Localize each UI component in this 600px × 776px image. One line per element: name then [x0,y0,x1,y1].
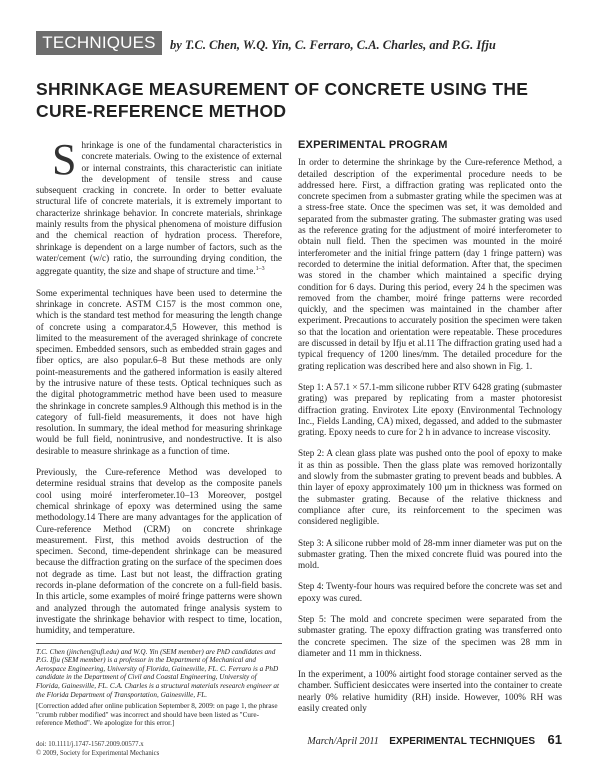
intro-paragraph [36,135,282,278]
drop-cap: S [52,135,77,184]
intro-text: hrinkage is one of the fundamental characteristics in concrete materials. Owing to the existence of external or internal constraints, this characteristic can initiate the development of tensile stress and cause subsequent cracking in concrete. In order to better evaluate structural life of concrete materials, it is extremely important to characterize shrinkage behavior. In concrete materials, shrinkage mainly results from the physical phenomena of moisture diffusion and the chemical reaction of hydration process. Therefore, shrinkage is dependent on a large number of factors, such as the water/cement (w/c) ratio, the surrounding drying condition, the aggregate quantity, the size and shape of structure and time. [36,140,282,277]
page-footer [307,732,562,747]
author-footnote: T.C. Chen (jinchen@ufl.edu) and W.Q. Yin (SEM member) are PhD candidates and P.G. Ifju (SEM member) is a professor in the Department of Mechanical and Aerospace Engineering, University of Florida, Gainesville, FL. C. Ferraro is a PhD candidate in the Department of Civil and Coastal Engineering, University of Florida, Gainesville, FL. C.A. Charles is a structural materials research engineer at the Florida Department of Transportation, Gainesville, FL. [36,647,280,699]
author-byline: by T.C. Chen, W.Q. Yin, C. Ferraro, C.A. Charles, and P.G. Ifju [170,38,496,52]
step-paragraph: Step 3: A silicone rubber mold of 28-mm inner diameter was put on the submaster grating. Then the mixed concrete fluid was poured into the mold. [298,537,562,571]
doi-block [36,740,286,758]
doi-text: doi: 10.1111/j.1747-1567.2009.00577.x [36,741,144,748]
section-heading: EXPERIMENTAL PROGRAM [298,139,448,151]
step-paragraph: Step 1: A 57.1 × 57.1-mm silicone rubber RTV 6428 grating (submaster grating) was prepared by replicating from a master photoresist diffraction grating. Envirotex Lite epoxy (Environmental Technology Inc., Fields Landing, CA) mixed, degassed, and added to the submaster grating. Epoxy needs to cure for 2 h in advance to increase viscosity. [298,381,562,438]
issue-date: March/April 2011 [307,736,379,747]
paragraph-crm: Previously, the Cure-reference Method was developed to determine residual strains that develop as the composite panels cool using moiré interferometer.10–13 Moreover, postgel chemical shrinkage of epoxy was determined using the same methodology.14 There are many advantages for the application of Cure-reference Method (CRM) on concrete shrinkage measurement. First, this method avoids destruction of the specimen. Second, time-dependent shrinkage can be measured because the diffraction grating on the surface of the specimen does not degrade as time. Last but not least, the diffraction grating records in-plane deformation of the concrete on a full-field basis. In this article, some examples of moiré fringe patterns were shown and analyzed through the automated fringe analysis system to investigate the shrinkage behavior with respect to time, location, humidity, and temperature. [36,467,282,636]
step-paragraph: Step 2: A clean glass plate was pushed onto the pool of epoxy to make it as thin as possible. Then the glass plate was removed horizontally and slowly from the submaster grating to prevent beads and bubbles. A thin layer of epoxy approximately 100 μm in thickness was formed on the submaster grating. Because of the relative thickness and compliance after cure, its reinforcement to the specimen was considered negligible. [298,448,562,527]
page-number: 61 [547,732,562,747]
intro-ref: 1–3 [255,266,265,273]
section-tag: TECHNIQUES [36,31,162,55]
right-column [298,140,562,724]
paragraph-techniques: Some experimental techniques have been used to determine the shrinkage in concrete. ASTM C157 is the most common one, which is the standard test method for measuring the length change of concrete using a comparator.4,5 However, this method is limited to the measurement of the averaged shrinkage of concrete specimen. Embedded sensors, such as embedded strain gages and fiber optics, are also popular.6–8 But these methods are only point-measurements and the gathered information is easily altered by the intrusive nature of these tests. Optical techniques such as the digital photogrammetric method have been used to measure the shrinkage in concrete samples.9 Although this method is in the category of full-field measurements, it does not have high resolution. In summary, the ideal method for measuring shrinkage would be full field, nonintrusive, and nondestructive. It is also desirable to measure shrinkage as a function of time. [36,287,282,456]
copyright-text: © 2009, Society for Experimental Mechanics [36,750,160,757]
step-paragraph: Step 5: The mold and concrete specimen were separated from the submaster grating. The epoxy diffraction grating was transferred onto the concrete specimen. The size of the specimen was 28 mm in diameter and 11 mm in thickness. [298,613,562,658]
body-paragraph: In order to determine the shrinkage by the Cure-reference Method, a detailed description of the experimental procedure needs to be addressed here. First, a diffraction grating was replicated onto the concrete specimen from a submaster grating while the specimen was at a stress-free state. Once the specimen was set, it was demolded and separated from the submaster grating. The submaster grating was used as the reference grating for the adjustment of moiré interferometer to obtain null field. Then the specimen was mounted in the moiré interferometer and the initial fringe pattern (day 1 fringe pattern) was recorded to determine the initial deformation. After that, the specimen was stored in the chamber which maintained a specific drying condition for 6 days. During this period, every 24 h the specimen was removed from the chamber, moiré fringe patterns were recorded quickly, and the specimen was maintained in the chamber after experiment. Precautions to accurately position the specimen were taken so that the location and orientation were repeatable. These procedures are discussed in detail by Ifju et al.11 The diffraction grating used had a typical frequency of 1200 lines/mm. The detailed procedure for the grating replication was described here and also shown in Fig. 1. [298,157,562,371]
body-paragraph: In the experiment, a 100% airtight food storage container served as the chamber. Sufficient desiccates were inserted into the container to create nearly 0% relative humidity (RH) inside. However, 100% RH was easily created only [298,669,562,714]
article-title: SHRINKAGE MEASUREMENT OF CONCRETE USING THE CURE-REFERENCE METHOD [36,79,529,121]
correction-footnote: [Correction added after online publication September 8, 2009: on page 1, the phrase "crumb rubber modified" was incorrect and should have been listed as "Cure-reference Method". We apologize for this error.] [36,702,278,728]
footnote-divider [36,643,282,644]
journal-name: EXPERIMENTAL TECHNIQUES [389,736,536,747]
left-column [36,135,282,738]
step-paragraph: Step 4: Twenty-four hours was required before the concrete was set and epoxy was cured. [298,581,562,603]
